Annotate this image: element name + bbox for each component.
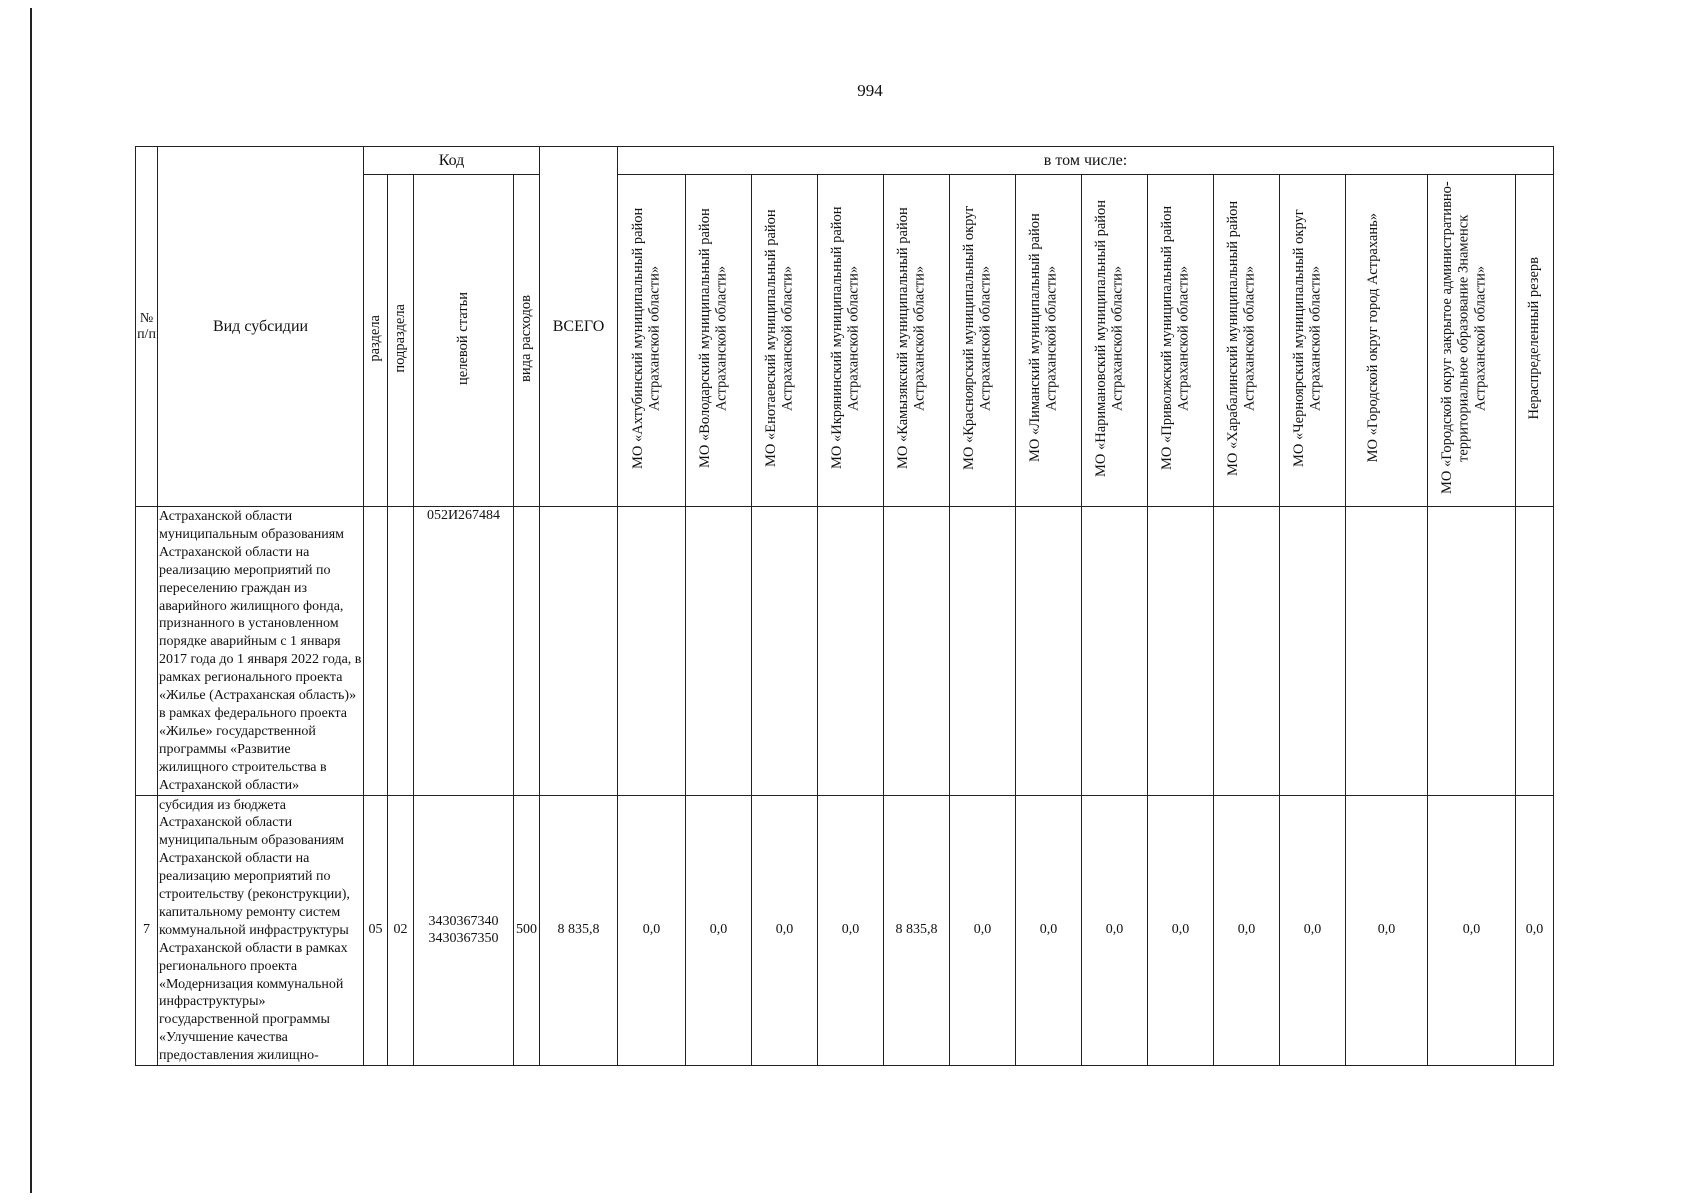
row-value-reserve xyxy=(1516,507,1554,796)
header-mo-privolzhsky: МО «Приволжский муниципальный район Астраханской области» xyxy=(1148,175,1214,507)
row-target: 052И267484 xyxy=(414,507,514,796)
header-mo-narimanovsky: МО «Наримановский муниципальный район Астраханской области» xyxy=(1082,175,1148,507)
row-value-astrakhan-city: 0,0 xyxy=(1346,795,1428,1066)
row-value-kharabalinsky xyxy=(1214,507,1280,796)
row-value-kamyzyaksky xyxy=(884,507,950,796)
page-margin-line xyxy=(30,8,32,1193)
row-section: 05 xyxy=(364,795,388,1066)
row-value-akhtubinsky xyxy=(618,507,686,796)
header-mo-ikryaninsky: МО «Икрянинский муниципальный район Астраханской области» xyxy=(818,175,884,507)
row-value-reserve: 0,0 xyxy=(1516,795,1554,1066)
row-value-volodarsky: 0,0 xyxy=(686,795,752,1066)
row-value-chernoyarsky xyxy=(1280,507,1346,796)
header-code-section: раздела xyxy=(364,175,388,507)
row-num xyxy=(136,507,158,796)
header-mo-chernoyarsky: МО «Черноярский муниципальный округ Астраханской области» xyxy=(1280,175,1346,507)
row-value-krasnoyarsky xyxy=(950,507,1016,796)
row-expense xyxy=(514,507,540,796)
row-value-znamensk: 0,0 xyxy=(1428,795,1516,1066)
header-including: в том числе: xyxy=(618,147,1554,175)
row-section xyxy=(364,507,388,796)
row-value-ikryaninsky: 0,0 xyxy=(818,795,884,1066)
row-value-narimanovsky xyxy=(1082,507,1148,796)
page-number: 994 xyxy=(857,81,883,100)
header-row-top xyxy=(136,147,1554,175)
header-mo-kamyzyaksky: МО «Камызякский муниципальный район Астраханской области» xyxy=(884,175,950,507)
row-value-kharabalinsky: 0,0 xyxy=(1214,795,1280,1066)
header-mo-akhtubinsky: МО «Ахтубинский муниципальный район Астраханской области» xyxy=(618,175,686,507)
subsidy-table xyxy=(135,146,1554,1066)
header-code: Код xyxy=(364,147,540,175)
row-value-narimanovsky: 0,0 xyxy=(1082,795,1148,1066)
header-code-expense: вида расходов xyxy=(514,175,540,507)
header-mo-limansky: МО «Лиманский муниципальный район Астраханской области» xyxy=(1016,175,1082,507)
header-subsidy-type: Вид субсидии xyxy=(158,147,364,507)
row-expense: 500 xyxy=(514,795,540,1066)
row-value-privolzhsky xyxy=(1148,507,1214,796)
header-mo-volodarsky: МО «Володарский муниципальный район Астраханской области» xyxy=(686,175,752,507)
row-num: 7 xyxy=(136,795,158,1066)
row-value-kamyzyaksky: 8 835,8 xyxy=(884,795,950,1066)
header-mo-krasnoyarsky: МО «Красноярский муниципальный округ Астраханской области» xyxy=(950,175,1016,507)
row-value-enotaevsky xyxy=(752,507,818,796)
row-description: субсидия из бюджета Астраханской области муниципальным образованиям Астраханской области на реализацию мероприятий по строительству (реконструкции), капитальному ремонту систем коммунальной инфраструктуры Астраханской области в рамках регионального проекта «Модернизация коммунальной инфраструктуры» государственной программы «Улучшение качества предоставления жилищно- xyxy=(158,795,364,1066)
row-value-enotaevsky: 0,0 xyxy=(752,795,818,1066)
table-row xyxy=(136,795,1554,1066)
header-total: ВСЕГО xyxy=(540,147,618,507)
row-value-ikryaninsky xyxy=(818,507,884,796)
row-total: 8 835,8 xyxy=(540,795,618,1066)
row-total xyxy=(540,507,618,796)
row-value-znamensk xyxy=(1428,507,1516,796)
row-value-limansky: 0,0 xyxy=(1016,795,1082,1066)
header-num: № п/п xyxy=(136,147,158,507)
row-subsection: 02 xyxy=(388,795,414,1066)
row-value-astrakhan-city xyxy=(1346,507,1428,796)
row-value-chernoyarsky: 0,0 xyxy=(1280,795,1346,1066)
header-code-subsection: подраздела xyxy=(388,175,414,507)
header-mo-znamensk: МО «Городской округ закрытое административно-территориальное образование Знаменск Астраханской области» xyxy=(1428,175,1516,507)
header-mo-astrakhan-city: МО «Городской округ город Астрахань» xyxy=(1346,175,1428,507)
row-value-volodarsky xyxy=(686,507,752,796)
row-value-limansky xyxy=(1016,507,1082,796)
row-subsection xyxy=(388,507,414,796)
header-mo-kharabalinsky: МО «Харабалинский муниципальный район Астраханской области» xyxy=(1214,175,1280,507)
header-code-target: целевой статьи xyxy=(414,175,514,507)
row-description: Астраханской области муниципальным образованиям Астраханской области на реализацию мероприятий по переселению граждан из аварийного жилищного фонда, признанного в установленном порядке аварийным с 1 января 2017 года до 1 января 2022 года, в рамках регионального проекта «Жилье (Астраханская область)» в рамках федерального проекта «Жилье» государственной программы «Развитие жилищного строительства в Астраханской области» xyxy=(158,507,364,796)
row-value-privolzhsky: 0,0 xyxy=(1148,795,1214,1066)
header-unallocated-reserve: Нераспределенный резерв xyxy=(1516,175,1554,507)
row-value-krasnoyarsky: 0,0 xyxy=(950,795,1016,1066)
row-value-akhtubinsky: 0,0 xyxy=(618,795,686,1066)
table-row xyxy=(136,507,1554,796)
header-mo-enotaevsky: МО «Енотаевский муниципальный район Астраханской области» xyxy=(752,175,818,507)
row-target: 3430367340 3430367350 xyxy=(414,795,514,1066)
